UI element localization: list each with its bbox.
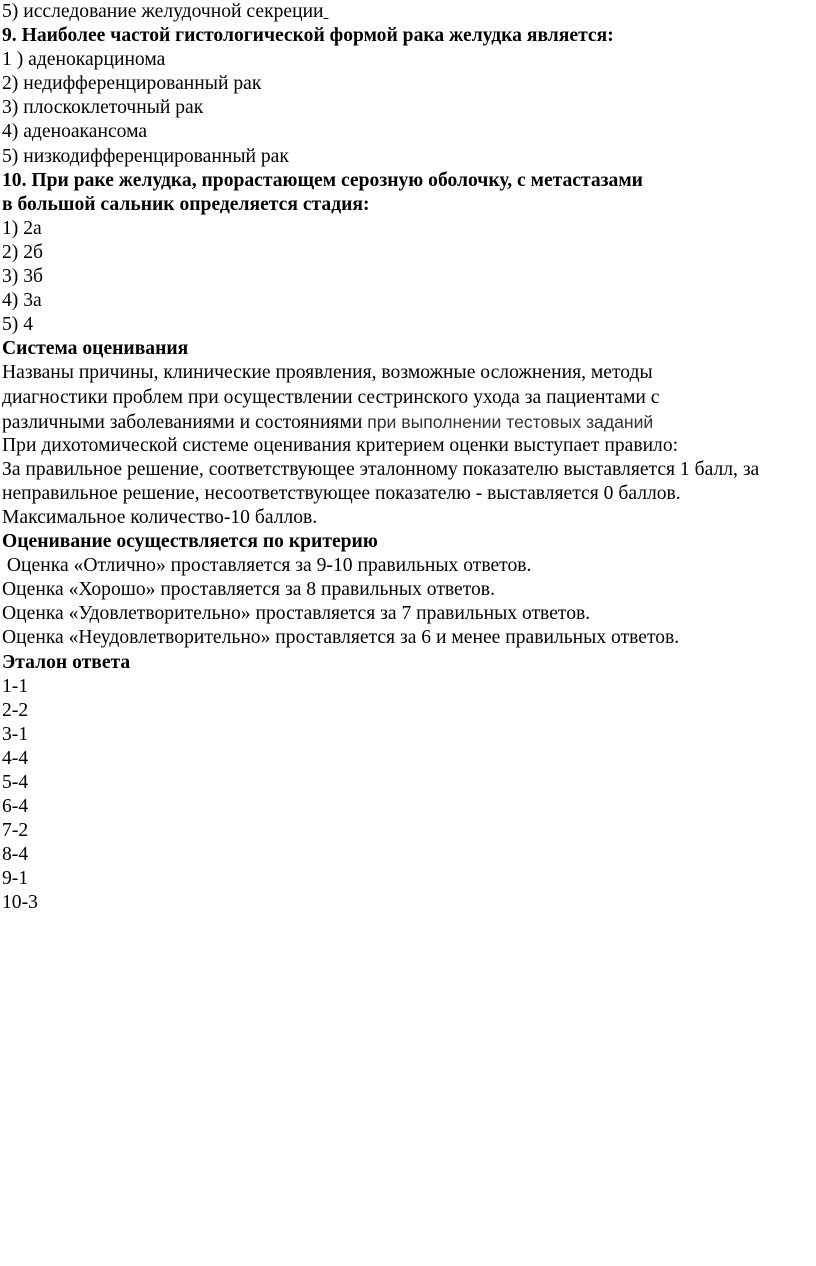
answer-key-item: 4-4 [2, 747, 29, 769]
q10-option-3: 3) 3б [2, 266, 43, 288]
q9-option-5: 5) низкодифференцированный рак [2, 145, 289, 167]
q9-option-3: 3) плоскоклеточный рак [2, 97, 204, 119]
criteria-satisfactory: Оценка «Удовлетворительно» проставляется за 7 правильных ответов. [2, 603, 591, 625]
q9-option-4: 4) аденоакансома [2, 121, 148, 143]
grading-paragraph-3-line-1: За правильное решение, соответствующее эталонному показателю выставляется 1 балл, за [2, 458, 760, 480]
q10-option-1: 1) 2а [2, 217, 42, 239]
q10-title-line-1: 10. При раке желудка, прорастающем серозную оболочку, с метастазами [2, 169, 643, 191]
q9-title: 9. Наиболее частой гистологической формой рака желудка является: [2, 25, 614, 47]
grading-paragraph-3-line-2: неправильное решение, несоответствующее показателю - выставляется 0 баллов. [2, 482, 681, 504]
criteria-unsatisfactory: Оценка «Неудовлетворительно» проставляется за 6 и менее правильных ответов. [2, 627, 680, 649]
grading-title: Система оценивания [2, 338, 189, 360]
answer-key-item: 3-1 [2, 723, 29, 745]
grading-paragraph-1-line-1: Названы причины, клинические проявления, возможные осложнения, методы [2, 362, 653, 384]
answer-key-item: 6-4 [2, 796, 29, 818]
criteria-good: Оценка «Хорошо» проставляется за 8 правильных ответов. [2, 579, 495, 601]
grading-paragraph-1-line-2: диагностики проблем при осуществлении сестринского ухода за пациентами с [2, 386, 660, 408]
grading-paragraph-1-line-3-tail: при выполнении тестовых заданий [367, 411, 654, 432]
answer-key-item: 7-2 [2, 820, 29, 842]
criteria-excellent: Оценка «Отлично» проставляется за 9-10 правильных ответов. [2, 555, 532, 577]
q8-option-5 [2, 0, 814, 24]
answer-key-item: 9-1 [2, 868, 29, 890]
q10-option-4: 4) 3а [2, 290, 42, 312]
answer-key-title: Эталон ответа [2, 651, 131, 673]
q10-title-line-2: в большой сальник определяется стадия: [2, 193, 370, 215]
answer-key-item: 10-3 [2, 892, 38, 914]
document-page [2, 0, 814, 916]
grading-paragraph-4: Максимальное количество-10 баллов. [2, 506, 318, 528]
q9-option-2: 2) недифференцированный рак [2, 73, 262, 95]
q8-underline-mark [324, 1, 329, 22]
grading-paragraph-2: При дихотомической системе оценивания критерием оценки выступает правило: [2, 434, 679, 456]
answer-key-item: 5-4 [2, 772, 29, 793]
q10-option-5: 5) 4 [2, 314, 34, 336]
answer-key-item: 1-1 [2, 675, 29, 697]
answer-key-item: 8-4 [2, 844, 29, 866]
answer-key-item: 2-2 [2, 699, 29, 721]
grading-paragraph-1-line-3 [2, 410, 814, 434]
grading-paragraph-1-line-3-main: различными заболеваниями и состояниями [2, 411, 363, 433]
q10-option-2: 2) 2б [2, 241, 43, 263]
q9-option-1: 1 ) аденокарцинома [2, 49, 166, 71]
q8-option-5-text: 5) исследование желудочной секреции [2, 1, 324, 22]
criteria-title: Оценивание осуществляется по критерию [2, 531, 378, 553]
